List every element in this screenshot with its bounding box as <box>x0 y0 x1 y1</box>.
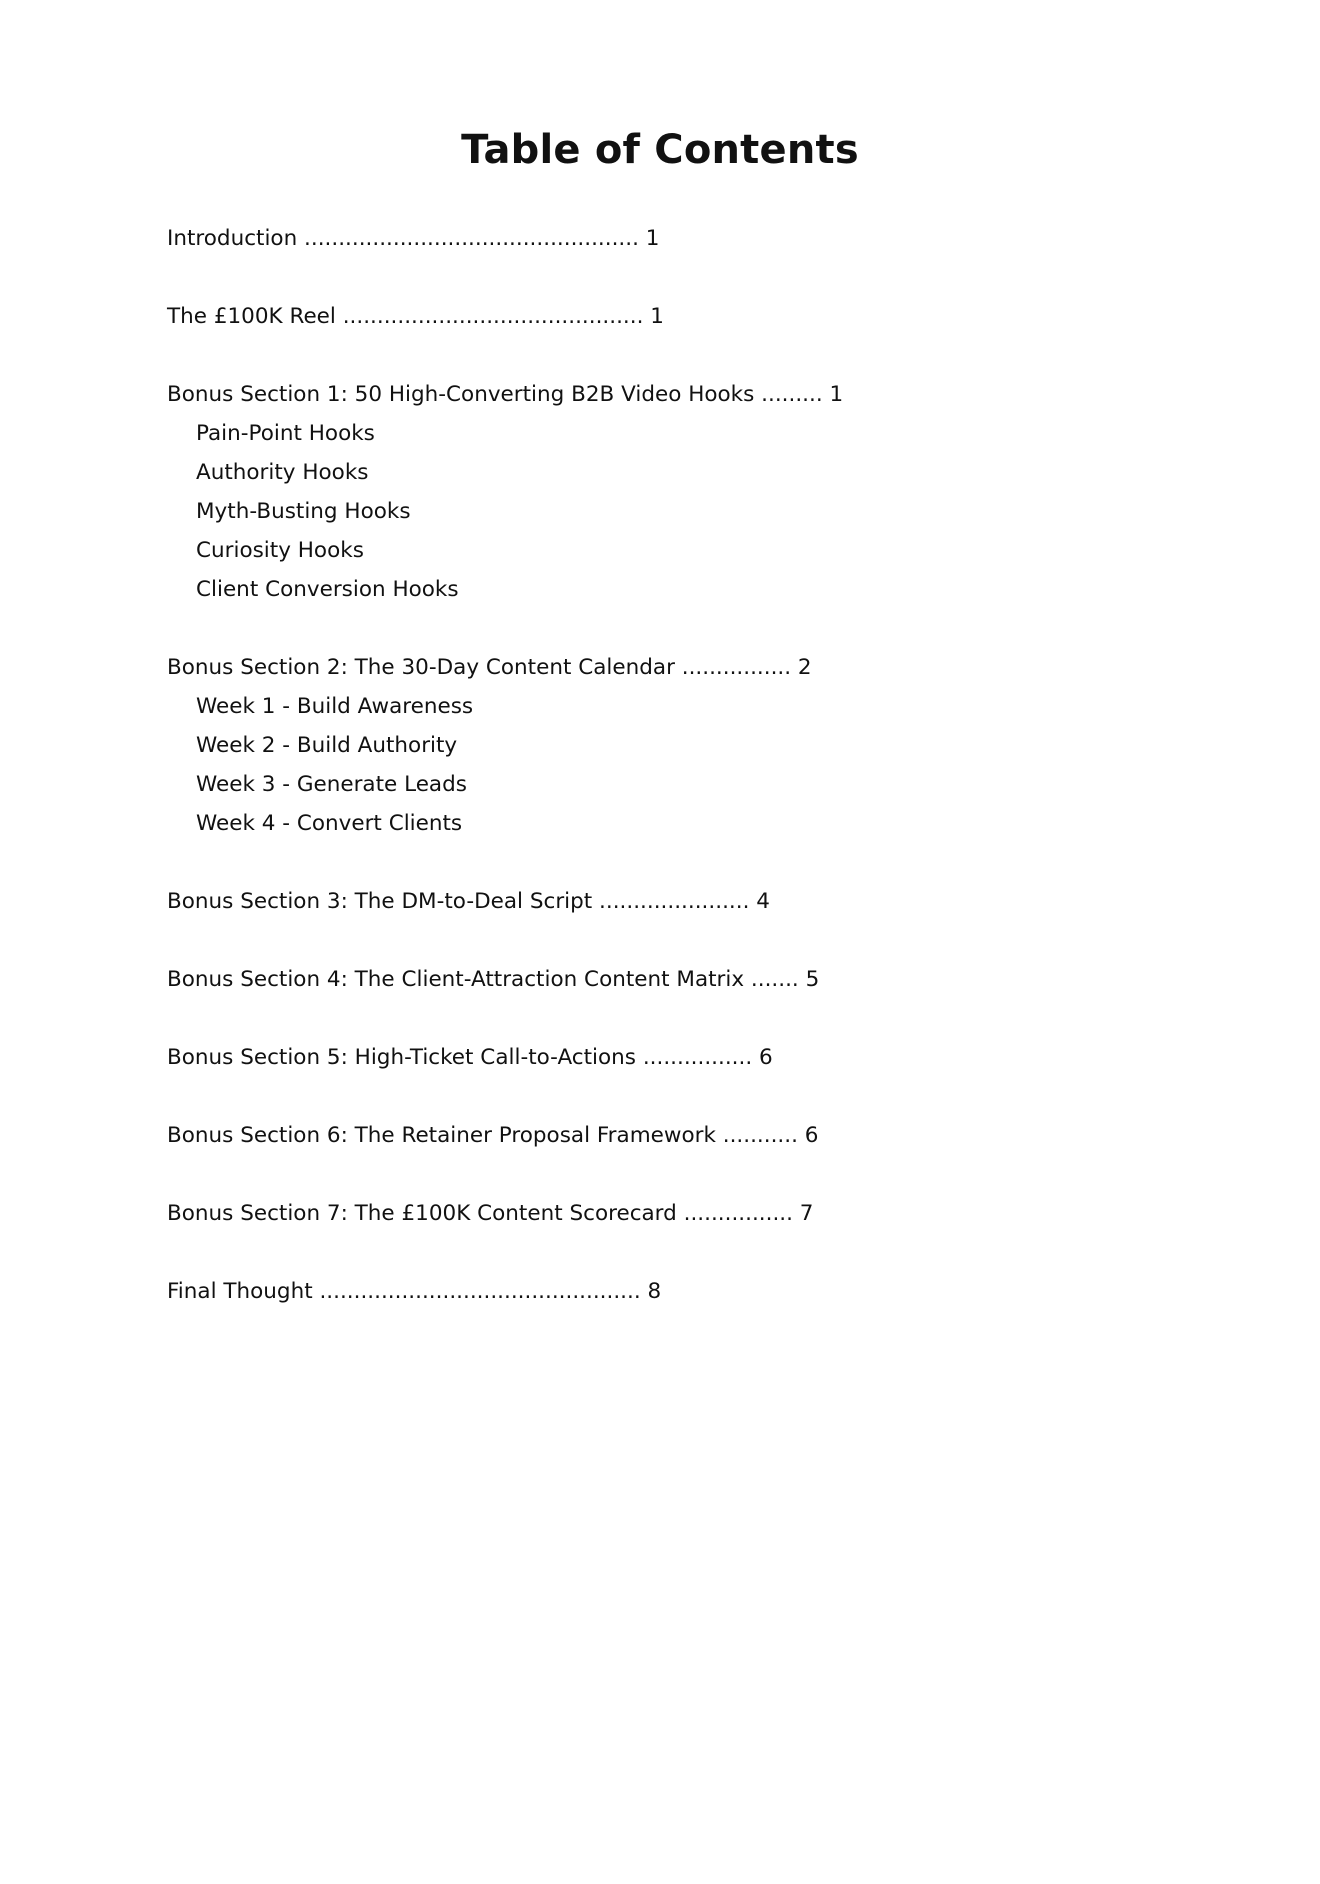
toc-entry-text: Bonus Section 5: High-Ticket Call-to-Actions ................ 6 <box>167 1045 773 1070</box>
toc-subitem: Myth-Busting Hooks <box>196 499 411 524</box>
toc-entry-bonus-section-7 <box>167 1194 1167 1233</box>
toc-entry-text: Introduction ................................................. 1 <box>167 226 660 251</box>
toc-entry-final-thought <box>167 1272 1167 1311</box>
toc-entry-text: Final Thought ............................................... 8 <box>167 1279 662 1304</box>
toc-entry-bonus-section-1 <box>167 375 1167 609</box>
toc-subitems <box>167 414 1167 609</box>
toc-subitem: Week 2 - Build Authority <box>196 733 458 758</box>
toc-entry-text: Bonus Section 2: The 30-Day Content Calendar ................ 2 <box>167 655 812 680</box>
toc-entry-text: Bonus Section 4: The Client-Attraction Content Matrix ....... 5 <box>167 967 820 992</box>
toc-subitem: Pain-Point Hooks <box>196 421 375 446</box>
toc-entry-text: Bonus Section 7: The £100K Content Scorecard ................ 7 <box>167 1201 814 1226</box>
toc-subitem: Authority Hooks <box>196 460 369 485</box>
toc-subitems <box>167 687 1167 843</box>
toc-entry-text: Bonus Section 1: 50 High-Converting B2B Video Hooks ......... 1 <box>167 382 844 407</box>
toc-subitem: Client Conversion Hooks <box>196 577 459 602</box>
toc-entry-bonus-section-6 <box>167 1116 1167 1155</box>
toc-entry-text: The £100K Reel ............................................ 1 <box>167 304 664 329</box>
toc-subitem: Week 3 - Generate Leads <box>196 772 467 797</box>
table-of-contents <box>167 219 1167 1311</box>
toc-subitem: Curiosity Hooks <box>196 538 364 563</box>
toc-subitem: Week 1 - Build Awareness <box>196 694 474 719</box>
toc-entry-bonus-section-3 <box>167 882 1167 921</box>
toc-entry-100k-reel <box>167 297 1167 336</box>
toc-subitem: Week 4 - Convert Clients <box>196 811 463 836</box>
toc-entry-introduction <box>167 219 1167 258</box>
toc-entry-text: Bonus Section 6: The Retainer Proposal Framework ........... 6 <box>167 1123 819 1148</box>
toc-entry-bonus-section-5 <box>167 1038 1167 1077</box>
page-title: Table of Contents <box>461 127 859 173</box>
toc-entry-bonus-section-2 <box>167 648 1167 843</box>
toc-entry-text: Bonus Section 3: The DM-to-Deal Script ...................... 4 <box>167 889 770 914</box>
toc-entry-bonus-section-4 <box>167 960 1167 999</box>
